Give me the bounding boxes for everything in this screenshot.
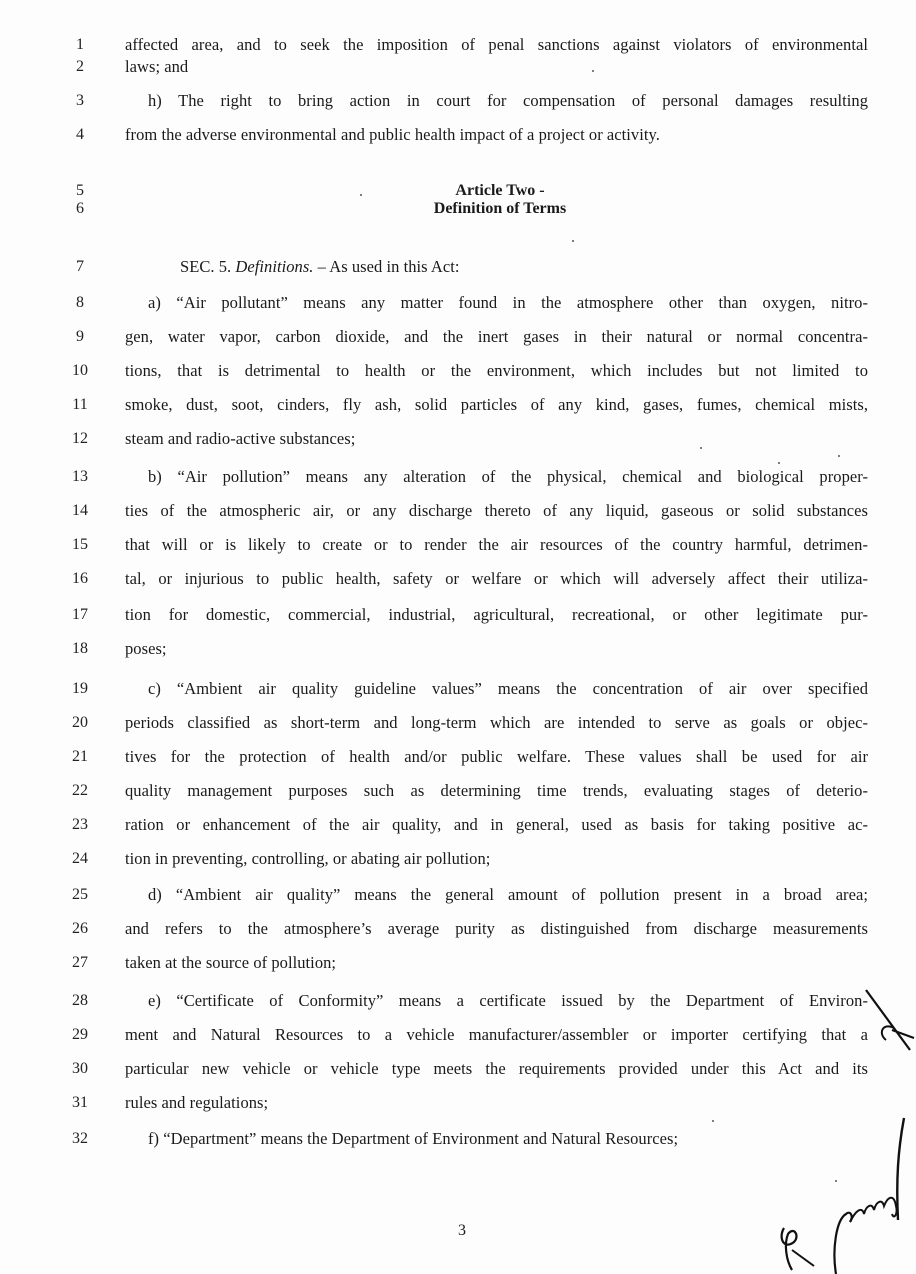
line-text: tives for the protection of health and/or public welfare. These values shall be used for air — [125, 747, 868, 766]
line-number: 26 — [72, 920, 88, 937]
line-number: 19 — [72, 680, 88, 697]
document-line — [0, 52, 916, 82]
line-text: rules and regulations; — [125, 1093, 269, 1112]
line-text: quality management purposes such as determining time trends, evaluating stages of deterio- — [125, 781, 868, 800]
line-text: laws; and — [125, 57, 189, 76]
scan-speck — [838, 455, 840, 457]
scan-speck — [700, 447, 702, 449]
line-text: that will or is likely to create or to render the air resources of the country harmful, detrimen- — [125, 535, 868, 554]
line-text: e) “Certificate of Conformity” means a certificate issued by the Department of Environ- — [148, 991, 868, 1010]
document-line — [0, 742, 916, 772]
line-number: 30 — [72, 1060, 88, 1077]
line-text: and refers to the atmosphere’s average purity as distinguished from discharge measurements — [125, 919, 868, 938]
section-title: Definitions. — [235, 257, 314, 276]
line-number: 20 — [72, 714, 88, 731]
document-line — [0, 462, 916, 492]
document-line — [0, 708, 916, 738]
line-number: 9 — [76, 328, 84, 345]
document-line — [0, 86, 916, 116]
line-text: f) “Department” means the Department of Environment and Natural Resources; — [148, 1129, 679, 1148]
line-number: 14 — [72, 502, 88, 519]
document-line — [0, 288, 916, 318]
line-number: 8 — [76, 294, 84, 311]
line-number: 18 — [72, 640, 88, 657]
line-number: 1 — [76, 36, 84, 53]
line-text: tal, or injurious to public health, safety or welfare or which will adversely affect their utiliza- — [125, 569, 868, 588]
line-number: 25 — [72, 886, 88, 903]
line-text: steam and radio-active substances; — [125, 429, 356, 448]
line-text: taken at the source of pollution; — [125, 953, 337, 972]
line-number: 23 — [72, 816, 88, 833]
initials-mark-icon — [862, 988, 916, 1058]
line-text: smoke, dust, soot, cinders, fly ash, solid particles of any kind, gases, fumes, chemical mists, — [125, 395, 868, 414]
scan-speck — [572, 240, 574, 242]
line-text: gen, water vapor, carbon dioxide, and the inert gases in their natural or normal concentra- — [125, 327, 868, 346]
scan-speck — [712, 1120, 714, 1122]
scan-speck — [360, 194, 362, 196]
line-number: 15 — [72, 536, 88, 553]
document-line — [0, 914, 916, 944]
line-text: h) The right to bring action in court for compensation of personal damages resulting — [148, 91, 868, 110]
article-title: Article Two - — [455, 182, 545, 199]
section-number: SEC. 5. — [180, 257, 236, 276]
line-text: c) “Ambient air quality guideline values” means the concentration of air over specified — [148, 679, 868, 698]
line-number: 4 — [76, 126, 84, 143]
line-number: 7 — [76, 258, 84, 275]
document-line — [0, 252, 916, 282]
document-line — [0, 600, 916, 630]
document-line — [0, 496, 916, 526]
section-intro: – As used in this Act: — [313, 257, 460, 276]
document-line — [0, 530, 916, 560]
scan-speck — [835, 1180, 837, 1182]
document-line — [0, 810, 916, 840]
line-number: 32 — [72, 1130, 88, 1147]
document-line — [0, 390, 916, 420]
line-text: tions, that is detrimental to health or the environment, which includes but not limited to — [125, 361, 868, 380]
line-text: ment and Natural Resources to a vehicle manufacturer/assembler or importer certifying that a — [125, 1025, 868, 1044]
document-line — [0, 1020, 916, 1050]
document-line — [0, 634, 916, 664]
line-number: 13 — [72, 468, 88, 485]
line-number: 24 — [72, 850, 88, 867]
line-text: affected area, and to seek the imposition of penal sanctions against violators of environmental — [125, 35, 868, 54]
line-number: 11 — [72, 396, 88, 413]
document-line — [0, 674, 916, 704]
document-line — [0, 986, 916, 1016]
line-number: 12 — [72, 430, 88, 447]
document-line — [0, 356, 916, 386]
line-number: 17 — [72, 606, 88, 623]
line-number: 2 — [76, 58, 84, 75]
page-number: 3 — [458, 1222, 466, 1239]
line-text: ration or enhancement of the air quality, and in general, used as basis for taking positive ac- — [125, 815, 868, 834]
line-number: 21 — [72, 748, 88, 765]
line-number: 5 — [76, 182, 84, 199]
line-text: periods classified as short-term and long-term which are intended to serve as goals or objec- — [125, 713, 868, 732]
line-text: d) “Ambient air quality” means the general amount of pollution present in a broad area; — [148, 885, 868, 904]
line-text: from the adverse environmental and public health impact of a project or activity. — [125, 125, 660, 144]
section-heading — [180, 252, 868, 282]
document-line — [0, 194, 916, 224]
line-number: 28 — [72, 992, 88, 1009]
document-line — [0, 322, 916, 352]
document-line — [0, 564, 916, 594]
line-text: tion in preventing, controlling, or abating air pollution; — [125, 849, 491, 868]
document-line — [0, 880, 916, 910]
line-text: poses; — [125, 639, 167, 658]
scan-speck — [592, 70, 594, 72]
line-number: 10 — [72, 362, 88, 379]
line-number: 6 — [76, 200, 84, 217]
line-number: 22 — [72, 782, 88, 799]
line-number: 3 — [76, 92, 84, 109]
line-text: a) “Air pollutant” means any matter found in the atmosphere other than oxygen, nitro- — [148, 293, 868, 312]
document-line — [0, 1054, 916, 1084]
line-number: 16 — [72, 570, 88, 587]
document-line — [0, 844, 916, 874]
article-subtitle: Definition of Terms — [433, 200, 567, 217]
line-number: 31 — [72, 1094, 88, 1111]
scan-speck — [778, 462, 780, 464]
line-text: tion for domestic, commercial, industrial, agricultural, recreational, or other legitimate pur- — [125, 605, 868, 624]
signature-icon — [770, 1110, 916, 1274]
line-text: ties of the atmospheric air, or any discharge thereto of any liquid, gaseous or solid substances — [125, 501, 868, 520]
document-line — [0, 776, 916, 806]
line-number: 29 — [72, 1026, 88, 1043]
document-line — [0, 948, 916, 978]
line-text: particular new vehicle or vehicle type meets the requirements provided under this Act and its — [125, 1059, 868, 1078]
line-text: b) “Air pollution” means any alteration of the physical, chemical and biological proper- — [148, 467, 868, 486]
line-number: 27 — [72, 954, 88, 971]
document-line — [0, 120, 916, 150]
document-line — [0, 424, 916, 454]
